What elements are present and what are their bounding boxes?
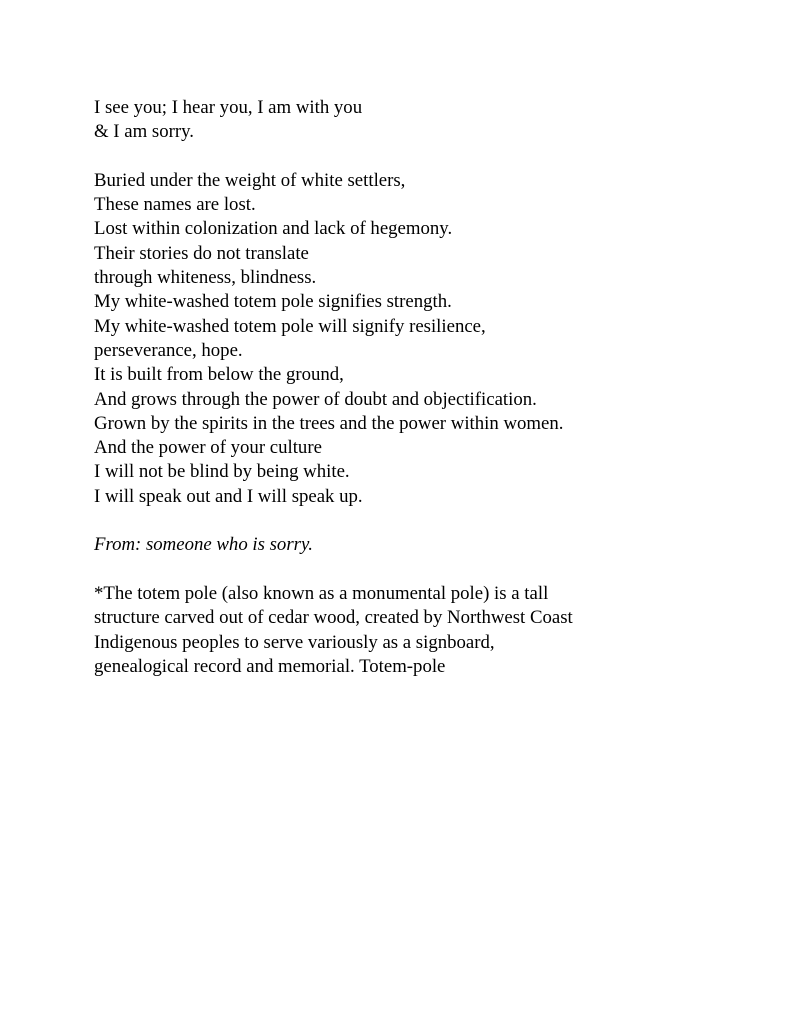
poem-line: perseverance, hope. [94,339,243,361]
footnote-line: genealogical record and memorial. Totem-pole [94,655,446,677]
poem-line: Lost within colonization and lack of hegemony. [94,218,453,240]
poem-line: It is built from below the ground, [94,364,344,386]
footnote-line: structure carved out of cedar wood, created by Northwest Coast [94,607,573,629]
poem-line: These names are lost. [94,194,256,216]
poem-line: I see you; I hear you, I am with you [94,97,363,118]
poem-line: Grown by the spirits in the trees and the power within women. [94,412,564,434]
poem-line: And grows through the power of doubt and objectification. [94,388,537,410]
poem-line: I will not be blind by being white. [94,461,350,483]
poem-line: My white-washed totem pole will signify resilience, [94,315,486,337]
poem-line: I will speak out and I will speak up. [94,485,363,507]
main-stanza [94,169,734,509]
footnote [94,582,734,679]
poem-line: And the power of your culture [94,437,322,459]
poem-line: & I am sorry. [94,121,194,143]
poem-line: My white-washed totem pole signifies strength. [94,291,452,313]
poem-line: Their stories do not translate [94,242,309,264]
poem-line: through whiteness, blindness. [94,267,317,289]
signoff [94,533,734,557]
footnote-line: Indigenous peoples to serve variously as a signboard, [94,631,495,653]
page-content [94,96,734,679]
opening-stanza [94,96,734,145]
signoff-line: From: someone who is sorry. [94,534,313,556]
poem-line: Buried under the weight of white settlers, [94,169,406,191]
footnote-line: *The totem pole (also known as a monumental pole) is a tall [94,582,549,604]
